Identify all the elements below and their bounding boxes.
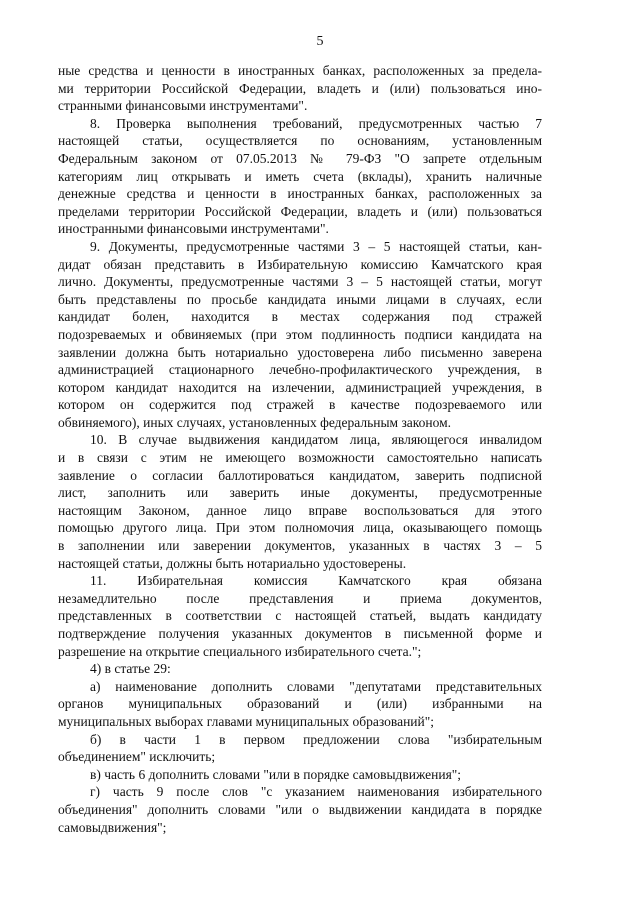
text-line: представленных в соответствии с настоящей статьей, выдать кандидату [58,608,542,624]
text-line: настоящей статьи, осуществляется по основаниям, установленным [58,133,542,149]
text-line: а) наименование дополнить словами "депутатами представительных [90,678,542,694]
text-line: обвиняемого), иных случаях, установленных федеральным законом. [58,414,452,430]
text-line: помощью другого лица. При этом полномочия лица, оказывающего помощь [58,520,542,536]
text-line: и в связи с этим не имеющего возможности самостоятельно написать [58,450,542,466]
text-line: б) в части 1 в первом предложении слова "избирательным [90,731,542,747]
text-line: подозреваемых и обвиняемых (при этом подлинность подписи кандидата на [58,326,542,342]
text-line: самовыдвижения"; [58,819,167,835]
text-line: заявлении должна быть нотариально удостоверена либо письменно заверена [58,344,542,360]
text-line: объединением" исключить; [58,749,216,765]
text-line: 4) в статье 29: [90,661,171,677]
text-line: быть представлены по просьбе кандидата иными лицами в случаях, если [58,291,542,307]
text-line: пределами территории Российской Федерации, владеть и (или) пользоваться [58,203,542,219]
text-line: заявление о согласии баллотироваться кандидатом, заверить подписной [58,467,542,483]
text-line: 11. Избирательная комиссия Камчатского края обязана [90,573,542,589]
text-line: Федеральным законом от 07.05.2013 № 79-ФЗ "О запрете отдельным [58,150,542,166]
text-line: разрешение на открытие специального избирательного счета."; [58,643,422,659]
text-line: лично. Документы, предусмотренные частями 3 – 5 настоящей статьи, могут [58,274,542,290]
text-line: настоящей статьи, должны быть нотариально удостоверены. [58,555,407,571]
text-line: ми территории Российской Федерации, владеть и (или) пользоваться ино- [58,80,542,96]
text-line: органов муниципальных образований и (или) избранными на [58,696,542,712]
text-line: странными финансовыми инструментами". [58,98,308,114]
text-line: ные средства и ценности в иностранных банках, расположенных за предела- [58,63,542,78]
text-line: муниципальных выборах главами муниципальных образований"; [58,713,435,729]
text-line: лист, заполнить или заверить иные документы, предусмотренные [58,485,542,501]
text-line: 9. Документы, предусмотренные частями 3 – 5 настоящей статьи, кан- [90,238,542,254]
text-line: категориям лиц открывать и иметь счета (вклады), хранить наличные [58,168,542,184]
text-line: в) часть 6 дополнить словами "или в порядке самовыдвижения"; [90,766,462,782]
text-line: незамедлительно после представления и приема документов, [58,590,542,606]
text-line: 8. Проверка выполнения требований, предусмотренных частью 7 [90,115,542,131]
text-line: денежные средства и ценности в иностранных банках, расположенных за [58,186,542,202]
text-line: объединения" дополнить словами "или о выдвижении кандидата в порядке [58,801,542,817]
text-line: г) часть 9 после слов "с указанием наименования избирательного [90,784,542,800]
page-number: 5 [316,34,324,49]
text-line: котором он содержится под стражей в качестве подозреваемого или [58,397,542,413]
text-line: 10. В случае выдвижения кандидатом лица, являющегося инвалидом [90,432,542,448]
text-line: подтверждение получения указанных документов в письменной форме и [58,626,542,641]
text-line: настоящим Законом, данное лицо вправе воспользоваться для этого [58,502,542,518]
text-line: котором кандидат находится на излечении, администрацией учреждения, в [58,379,542,395]
text-line: кандидат болен, находится в местах содержания под стражей [58,309,542,325]
text-line: администрацией стационарного лечебно-профилактического учреждения, в [58,362,542,378]
text-line: дидат обязан представить в Избирательную комиссию Камчатского края [58,256,542,272]
text-line: в заполнении или заверении документов, указанных в частях 3 – 5 [58,538,542,554]
document-body [58,62,542,836]
text-line: иностранными финансовыми инструментами". [58,221,329,237]
